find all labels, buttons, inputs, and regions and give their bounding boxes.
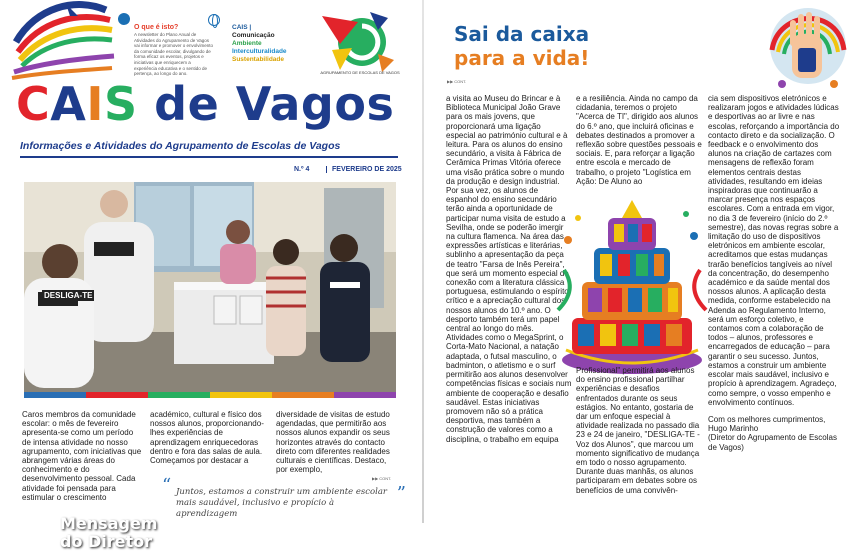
color-bar (24, 392, 396, 398)
signoff-role: (Diretor do Agrupamento de Escolas de Vagos) (708, 433, 837, 452)
quote-close-icon: ” (396, 483, 406, 504)
cais-legend-sustentabilidade: Sustentabilidade (232, 56, 285, 63)
headline-line2: para a vida! (454, 46, 590, 70)
cais-legend-ambiente: Ambiente (232, 40, 262, 47)
masthead-rest: de Vagos (137, 77, 395, 131)
cais-legend-title: CAIS | (232, 24, 252, 31)
continued-marker: ▶▶ CONT. (447, 79, 466, 84)
school-logo (318, 8, 396, 76)
school-caption: AGRUPAMENTO DE ESCOLAS DE VAGOS (320, 70, 400, 75)
quote-open-icon: “ (162, 475, 172, 496)
photo-caption (60, 515, 157, 551)
masthead-letter-c: C (16, 77, 51, 131)
article-column-5-continued: Profissional" permitirá aos alunos do ensino profissional partilhar experiências e desafios enfrentados durante os seus estágios. No entanto, gostaria de dar um enfoque especial à atividade realizada no passado dia 23 e 24 de janeiro, "DESLIGA-TE - Voz dos Alunos", que marcou um momento significativo de mudança em todo o nosso agrupamento. Durante duas manhãs, os alunos participaram em debates sobre os benefícios de uma convivên- (576, 366, 700, 495)
color-bar-red (86, 392, 148, 398)
color-bar-orange (272, 392, 334, 398)
issue-date: FEVEREIRO DE 2025 (326, 166, 402, 173)
cais-acronym-legend (232, 24, 287, 64)
photo-caption-line1: Mensagem (60, 514, 158, 533)
subtitle-rule (20, 156, 398, 158)
color-bar-green (148, 392, 210, 398)
cais-legend-interculturalidade: Interculturalidade (232, 48, 287, 55)
color-bar-yellow (210, 392, 272, 398)
info-text: A newsletter do Plano Anual de Atividades do Agrupamento de Vagos vai informar e promover o envolvimento da comunidade escolar, divulgando de forma eficaz os eventos, projetos e iniciativas que enriquecem a experiência educativa e o sentido de pertença, ao longo do ano. (134, 32, 214, 77)
article-column-6-body: cia sem dispositivos eletrónicos e realizaram jogos e atividades lúdicas e desportivas ao ar livre e nas escolas, reforçando a importância do contacto direto e da socialização. O feedback e o envolvimento dos alunos na criação de cartazes com mensagens de reflexão foram elementos centrais destas atividades, resultando em ideias inspiradoras que continuarão a marcar presença nos espaços escolares. Com a entrada em vigor, no dia 3 de fevereiro (início do 2.º semestre), das novas regras sobre a limitação do uso de dispositivos eletrónicos em ambiente escolar, acreditamos que estas mudanças trarão benefícios tangíveis ao nível da concentração, do desempenho académico e da saúde mental dos nossos alunos. A aplicação desta medida, conforme estabelecido na Adenda ao Regulamento Interno, será um esforço coletivo, e contamos com a colaboração de todos – alunos, professores e encarregados de educação – para garantir o seu sucesso. Juntos, estamos a construir um ambiente escolar mais saudável, inclusivo e propício à aprendizagem. Agradeço, como sempre, o vosso empenho e envolvimento contínuos. (708, 94, 840, 407)
article-column-4: a visita ao Museu do Brincar e à Biblioteca Municipal João Grave para os mais jovens, que proporcionará uma ligação especial ao património cultural e à leitura. Para os alunos do ensino secundário, a visita à Fábrica de Cerâmica Primas Vitória oferece uma visão prática sobre o mundo da produção e design industrial. Por sua vez, os alunos de espanhol do ensino secundário terão ainda a oportunidade de participar numa visita de estudo a Sevilha, onde se poderão imergir na cultura flamenca. Na área das expressões artísticas e literárias, sublinho a apresentação da peça de teatro "Farsa de Inês Pereira", que será um momento especial de conexão com a literatura clássica portuguesa, estimulando o espírito crítico e a apreciação cultural dos nossos alunos do 10.º ano. O desporto também terá um papel central ao longo do mês. Atividades como o MegaSprint, o Corta-Mato Nacional, a natação adaptada, o futsal masculino, o badminton, o atletismo e o surf permitirão aos alunos desenvolver competências físicas e sociais num ambiente de cooperação e desafio saudável. Estas iniciativas promovem não só a prática desportiva, mas também a construção de valores como a disciplina, o trabalho em equipa (446, 94, 572, 444)
pull-quote-text: Juntos, estamos a construir um ambiente escolar mais saudável, inclusivo e propício à aprendizagem (176, 487, 387, 519)
signoff-greeting: Com os melhores cumprimentos, (708, 414, 826, 424)
cais-logo-art (6, 2, 116, 82)
continued-marker: ▶▶ CONT. (372, 476, 391, 481)
info-title: O que é isto? (134, 24, 179, 31)
article-column-2: académico, cultural e físico dos nossos alunos, proporcionando-lhes experiências de aprendizagem enriquecedoras dentro e fora das salas de aula. Começamos por destacar a (150, 410, 264, 466)
article-column-1: Caros membros da comunidade escolar: o mês de fevereiro apresenta-se como um período de intensa atividade no nosso agrupamento, com iniciativas que abrangem várias áreas do conhecimento e do desenvolvimento pessoal. Cada atividade foi pensada para estimular o crescimento (22, 410, 142, 502)
tshirt-text: DESLIGA-TE (44, 291, 93, 300)
signoff-name: Hugo Marinho (708, 424, 759, 434)
color-bar-purple (334, 392, 396, 398)
masthead-letter-a: A (50, 77, 87, 131)
headline-line1: Sai da caixa (454, 22, 590, 46)
photo-caption-line2: do Diretor (60, 532, 153, 551)
info-icon (118, 13, 130, 25)
masthead-letter-s: S (104, 77, 138, 131)
article-column-6 (708, 94, 840, 452)
subtitle: Informações e Atividades do Agrupamento de Escolas de Vagos (20, 140, 341, 152)
masthead-letter-i: I (86, 77, 104, 131)
issue-number: N.º 4 (294, 166, 310, 173)
article-column-5: e a resiliência. Ainda no campo da cidadania, teremos o projeto "Acerca de TI", dirigido aos alunos do 6.º ano, que incluirá oficinas e debates destinados a promover a reflexão sobre questões pessoais e sociais. E, para reforçar a ligação entre escola e mercado de trabalho, o projeto "Logística em Ação: De Aluno ao (576, 94, 702, 186)
right-page (424, 0, 847, 523)
hand-illustration (768, 0, 846, 92)
color-bar-blue (24, 392, 86, 398)
globe-icon (208, 14, 220, 26)
cais-legend-comunicacao: Comunicação (232, 32, 275, 39)
masthead (16, 74, 394, 134)
photo-illustration (24, 182, 396, 392)
headline (454, 22, 589, 70)
cake-illustration (558, 200, 706, 376)
left-page (0, 0, 423, 551)
article-column-3: diversidade de visitas de estudo agendadas, que permitirão aos nossos alunos expandir os seus horizontes através do contacto direto com diferentes realidades culturais e científicas. Destaco, por exemplo, (276, 410, 390, 475)
